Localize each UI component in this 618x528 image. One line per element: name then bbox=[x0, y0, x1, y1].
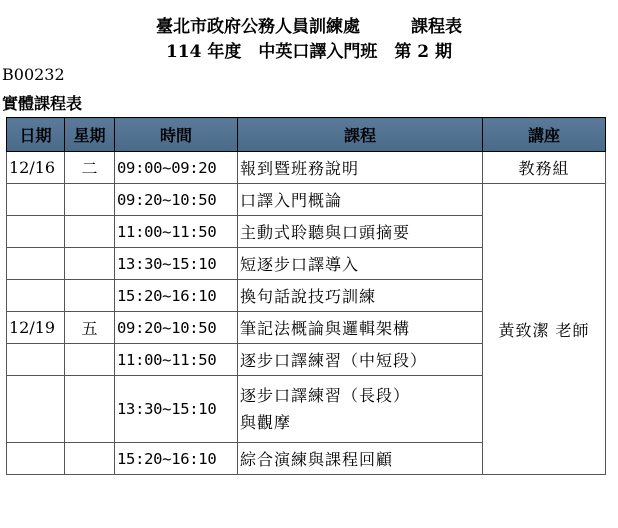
cell-time: 09:20~10:50 bbox=[115, 312, 238, 344]
document-subtitle-class: 114 年度 中英口譯入門班 第 2 期 bbox=[165, 42, 453, 62]
cell-date: 12/16 bbox=[7, 152, 65, 184]
cell-day bbox=[65, 376, 115, 443]
cell-course: 換句話說技巧訓練 bbox=[238, 280, 483, 312]
cell-time: 15:20~16:10 bbox=[115, 280, 238, 312]
cell-course: 主動式聆聽與口頭摘要 bbox=[238, 216, 483, 248]
column-header-lecturer: 講座 bbox=[483, 118, 606, 152]
table-header-row bbox=[7, 118, 606, 152]
cell-day bbox=[65, 280, 115, 312]
table-row bbox=[7, 152, 606, 184]
cell-day bbox=[65, 344, 115, 376]
cell-date bbox=[7, 376, 65, 443]
class-code: B00232 bbox=[2, 65, 65, 84]
cell-date bbox=[7, 216, 65, 248]
cell-course bbox=[238, 376, 483, 443]
cell-day bbox=[65, 216, 115, 248]
cell-date: 12/19 bbox=[7, 312, 65, 344]
table-row bbox=[7, 184, 606, 216]
cell-date bbox=[7, 248, 65, 280]
course-line-2: 與觀摩 bbox=[240, 413, 292, 432]
cell-date bbox=[7, 344, 65, 376]
cell-time: 11:00~11:50 bbox=[115, 344, 238, 376]
cell-date bbox=[7, 443, 65, 475]
cell-date bbox=[7, 184, 65, 216]
cell-time: 09:20~10:50 bbox=[115, 184, 238, 216]
schedule-table bbox=[6, 117, 606, 475]
cell-time: 09:00~09:20 bbox=[115, 152, 238, 184]
cell-day: 五 bbox=[65, 312, 115, 344]
lecturer-name: 黃致潔 老師 bbox=[498, 320, 590, 340]
cell-day bbox=[65, 184, 115, 216]
column-header-course: 課程 bbox=[238, 118, 483, 152]
cell-course: 報到暨班務說明 bbox=[238, 152, 483, 184]
cell-time: 13:30~15:10 bbox=[115, 376, 238, 443]
cell-time: 13:30~15:10 bbox=[115, 248, 238, 280]
cell-date bbox=[7, 280, 65, 312]
cell-lecturer: 教務組 bbox=[483, 152, 606, 184]
cell-course: 綜合演練與課程回顧 bbox=[238, 443, 483, 475]
column-header-time: 時間 bbox=[115, 118, 238, 152]
cell-day bbox=[65, 248, 115, 280]
cell-course: 逐步口譯練習（中短段） bbox=[238, 344, 483, 376]
cell-time: 11:00~11:50 bbox=[115, 216, 238, 248]
column-header-day: 星期 bbox=[65, 118, 115, 152]
document-title: 臺北市政府公務人員訓練處 課程表 bbox=[156, 17, 462, 37]
cell-course: 口譯入門概論 bbox=[238, 184, 483, 216]
cell-day bbox=[65, 443, 115, 475]
schedule-heading: 實體課程表 bbox=[2, 94, 83, 113]
column-header-date: 日期 bbox=[7, 118, 65, 152]
cell-lecturer bbox=[483, 184, 606, 475]
cell-time: 15:20~16:10 bbox=[115, 443, 238, 475]
cell-course: 短逐步口譯導入 bbox=[238, 248, 483, 280]
cell-course: 筆記法概論與邏輯架構 bbox=[238, 312, 483, 344]
course-line-1: 逐步口譯練習（長段） bbox=[240, 386, 411, 405]
cell-day: 二 bbox=[65, 152, 115, 184]
